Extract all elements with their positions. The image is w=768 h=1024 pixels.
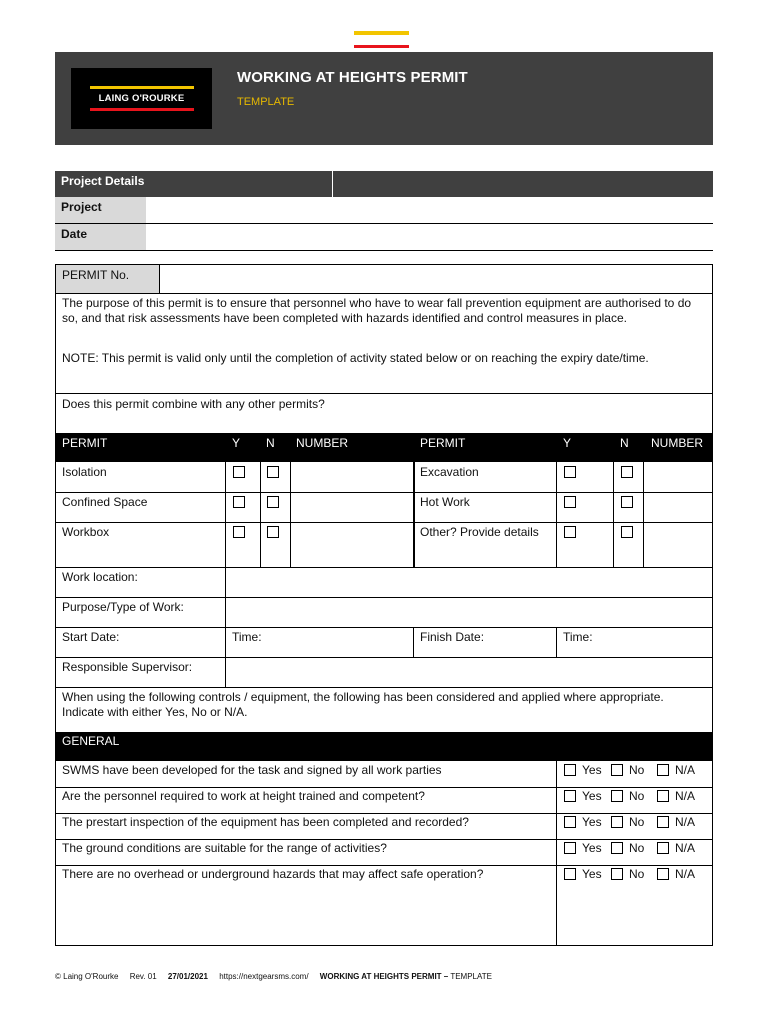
divider [413, 627, 414, 657]
brand-stripe-red [354, 45, 409, 48]
divider [55, 813, 713, 814]
divider [55, 687, 713, 688]
item3-yes-checkbox[interactable] [564, 816, 576, 828]
permit-number-input[interactable] [160, 265, 712, 293]
item5-yes-checkbox[interactable] [564, 868, 576, 880]
no-option-label: No [629, 789, 645, 803]
excavation-n-checkbox[interactable] [621, 466, 633, 478]
divider [55, 492, 713, 493]
date-input[interactable] [146, 224, 713, 250]
item5-no-checkbox[interactable] [611, 868, 623, 880]
no-option-label: No [629, 841, 645, 855]
header-permit-right: PERMIT [420, 436, 466, 450]
item3-na-checkbox[interactable] [657, 816, 669, 828]
workbox-y-checkbox[interactable] [233, 526, 245, 538]
divider [55, 627, 713, 628]
divider [55, 250, 713, 251]
footer-document-name: WORKING AT HEIGHTS PERMIT – [319, 972, 449, 981]
control-item: The ground conditions are suitable for the range of activities? [62, 841, 387, 855]
header-y-right: Y [563, 436, 572, 450]
footer-date: 27/01/2021 [167, 972, 208, 981]
start-time-label: Time: [232, 630, 262, 644]
divider [55, 865, 713, 866]
divider [55, 839, 713, 840]
logo-red-line [90, 108, 194, 111]
item1-na-checkbox[interactable] [657, 764, 669, 776]
divider [290, 462, 291, 567]
yes-option-label: Yes [582, 815, 602, 829]
other-y-checkbox[interactable] [564, 526, 576, 538]
yes-option-label: Yes [582, 763, 602, 777]
item2-yes-checkbox[interactable] [564, 790, 576, 802]
divider [556, 761, 557, 946]
workbox-n-checkbox[interactable] [267, 526, 279, 538]
na-option-label: N/A [675, 763, 696, 777]
item4-yes-checkbox[interactable] [564, 842, 576, 854]
controls-intro: When using the following controls / equipment, the following has been considered and applied where appropriate. Indicate with either Yes, No or N/A. [62, 690, 664, 719]
divider [556, 462, 557, 567]
permit-workbox: Workbox [62, 525, 110, 539]
item1-no-checkbox[interactable] [611, 764, 623, 776]
logo-yellow-line [90, 86, 194, 89]
general-section-header [55, 732, 713, 761]
header-n-right: N [620, 436, 629, 450]
brand-stripe-yellow [354, 31, 409, 35]
item4-no-checkbox[interactable] [611, 842, 623, 854]
divider [55, 393, 713, 394]
general-section-label: GENERAL [62, 734, 120, 748]
header-number-left: NUMBER [296, 436, 349, 450]
project-input[interactable] [146, 197, 713, 223]
yes-option-label: Yes [582, 841, 602, 855]
item3-no-checkbox[interactable] [611, 816, 623, 828]
item1-yes-checkbox[interactable] [564, 764, 576, 776]
purpose-text: The purpose of this permit is to ensure that personnel who have to wear fall prevention equipment are authorised to do so, and that risk assessments have been completed with hazards identified and control measures in place. [62, 296, 692, 325]
no-option-label: No [629, 763, 645, 777]
permit-number-label: PERMIT No. [56, 265, 159, 293]
document-title: WORKING AT HEIGHTS PERMIT [237, 69, 468, 86]
divider [413, 462, 415, 567]
no-option-label: No [629, 867, 645, 881]
control-item: The prestart inspection of the equipment has been completed and recorded? [62, 815, 469, 829]
page-footer [55, 972, 510, 981]
yes-option-label: Yes [582, 867, 602, 881]
finish-time-label: Time: [563, 630, 593, 644]
divider [225, 462, 226, 567]
footer-copyright: © Laing O'Rourke [55, 972, 119, 981]
permit-confined-space: Confined Space [62, 495, 148, 509]
isolation-y-checkbox[interactable] [233, 466, 245, 478]
header-n-left: N [266, 436, 275, 450]
confined-space-y-checkbox[interactable] [233, 496, 245, 508]
permits-table-header [55, 433, 713, 462]
logo-text: LAING O'ROURKE [98, 93, 185, 104]
supervisor-label: Responsible Supervisor: [62, 660, 193, 674]
divider [55, 293, 713, 294]
footer-revision: Rev. 01 [129, 972, 157, 981]
na-option-label: N/A [675, 789, 696, 803]
other-n-checkbox[interactable] [621, 526, 633, 538]
supervisor-input[interactable] [226, 658, 712, 687]
item2-na-checkbox[interactable] [657, 790, 669, 802]
divider [643, 462, 644, 567]
permit-hot-work: Hot Work [420, 495, 470, 509]
na-option-label: N/A [675, 867, 696, 881]
purpose-type-label: Purpose/Type of Work: [62, 600, 184, 614]
permit-excavation: Excavation [420, 465, 479, 479]
item2-no-checkbox[interactable] [611, 790, 623, 802]
document-subtitle: TEMPLATE [237, 96, 295, 108]
project-label: Project [55, 197, 146, 223]
yes-option-label: Yes [582, 789, 602, 803]
divider [55, 522, 713, 523]
divider [55, 787, 713, 788]
work-location-input[interactable] [226, 568, 712, 597]
isolation-n-checkbox[interactable] [267, 466, 279, 478]
divider [556, 627, 557, 657]
divider [260, 462, 261, 567]
divider [613, 462, 614, 567]
validity-note: NOTE: This permit is valid only until the completion of activity stated below or on reaching the expiry date/time. [62, 351, 649, 365]
hot-work-y-checkbox[interactable] [564, 496, 576, 508]
start-date-label: Start Date: [62, 630, 120, 644]
control-item: There are no overhead or underground hazards that may affect safe operation? [62, 867, 484, 881]
header-y-left: Y [232, 436, 241, 450]
project-details-header-blank [332, 171, 713, 197]
purpose-type-input[interactable] [226, 598, 712, 627]
header-permit-left: PERMIT [62, 436, 108, 450]
na-option-label: N/A [675, 841, 696, 855]
project-details-header: Project Details [55, 171, 332, 197]
finish-date-label: Finish Date: [420, 630, 485, 644]
header-number-right: NUMBER [651, 436, 704, 450]
no-option-label: No [629, 815, 645, 829]
work-location-label: Work location: [62, 570, 138, 584]
combine-question: Does this permit combine with any other permits? [62, 397, 325, 411]
footer-url[interactable]: https://nextgearsms.com/ [219, 972, 309, 981]
confined-space-n-checkbox[interactable] [267, 496, 279, 508]
hot-work-n-checkbox[interactable] [621, 496, 633, 508]
na-option-label: N/A [675, 815, 696, 829]
permit-isolation: Isolation [62, 465, 107, 479]
date-label: Date [55, 224, 146, 250]
excavation-y-checkbox[interactable] [564, 466, 576, 478]
item5-na-checkbox[interactable] [657, 868, 669, 880]
permit-other: Other? Provide details [420, 525, 539, 539]
control-item: Are the personnel required to work at height trained and competent? [62, 789, 425, 803]
item4-na-checkbox[interactable] [657, 842, 669, 854]
control-item: SWMS have been developed for the task and signed by all work parties [62, 763, 442, 777]
company-logo [71, 68, 212, 129]
footer-document-suffix: TEMPLATE [450, 972, 492, 981]
